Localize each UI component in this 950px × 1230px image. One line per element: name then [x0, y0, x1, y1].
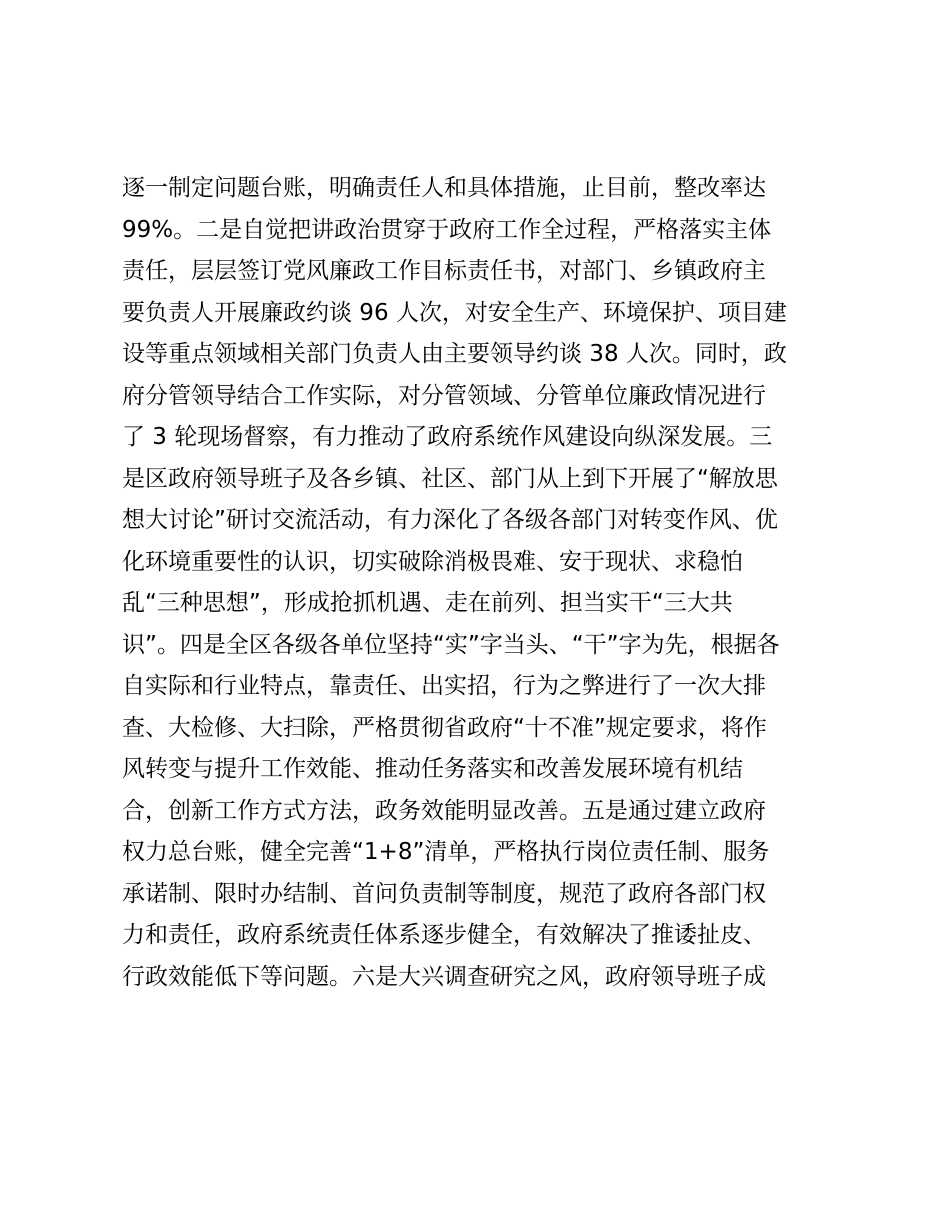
body-text	[122, 168, 842, 998]
text-line: 风转变与提升工作效能、推动任务落实和改善发展环境有机结	[122, 756, 743, 782]
text-line: 责任，层层签订党风廉政工作目标责任书，对部门、乡镇政府主	[122, 258, 766, 284]
text-line: 逐一制定问题台账，明确责任人和具体措施，止目前，整改率达	[122, 175, 766, 201]
text-line: 承诺制、限时办结制、首问负责制等制度，规范了政府各部门权	[122, 880, 766, 907]
text-line: 合，创新工作方式方法，政务效能明显改善。五是通过建立政府	[122, 797, 766, 824]
text-line: 想大讨论”研讨交流活动，有力深化了各级各部门对转变作风、优	[122, 507, 778, 533]
text-line: 自实际和行业特点，靠责任、出实招，行为之弊进行了一次大排	[122, 673, 766, 699]
text-line: 乱“三种思想”，形成抢抓机遇、走在前列、担当实干“三大共	[122, 590, 733, 616]
text-line: 要负责人开展廉政约谈 96 人次，对安全生产、环境保护、项目建	[122, 299, 787, 326]
text-line: 99%。二是自觉把讲政治贯穿于政府工作全过程，严格落实主体	[122, 216, 772, 243]
text-line: 识”。四是全区各级各单位坚持“实”字当头、“干”字为先，根据各	[122, 631, 780, 658]
text-line: 权力总台账，健全完善“1+8”清单，严格执行岗位责任制、服务	[122, 839, 770, 865]
text-line: 行政效能低下等问题。六是大兴调查研究之风，政府领导班子成	[122, 963, 766, 990]
text-line: 力和责任，政府系统责任体系逐步健全，有效解决了推诿扯皮、	[122, 922, 766, 948]
text-line: 府分管领导结合工作实际，对分管领域、分管单位廉政情况进行	[122, 382, 766, 409]
text-line: 是区政府领导班子及各乡镇、社区、部门从上到下开展了“解放思	[122, 465, 778, 492]
text-line: 化环境重要性的认识，切实破除消极畏难、安于现状、求稳怕	[122, 548, 743, 575]
text-line: 设等重点领域相关部门负责人由主要领导约谈 38 人次。同时，政	[122, 341, 787, 367]
text-line: 查、大检修、大扫除，严格贯彻省政府“十不准”规定要求，将作	[122, 714, 767, 741]
text-line: 了 3 轮现场督察，有力推动了政府系统作风建设向纵深发展。三	[122, 424, 773, 450]
